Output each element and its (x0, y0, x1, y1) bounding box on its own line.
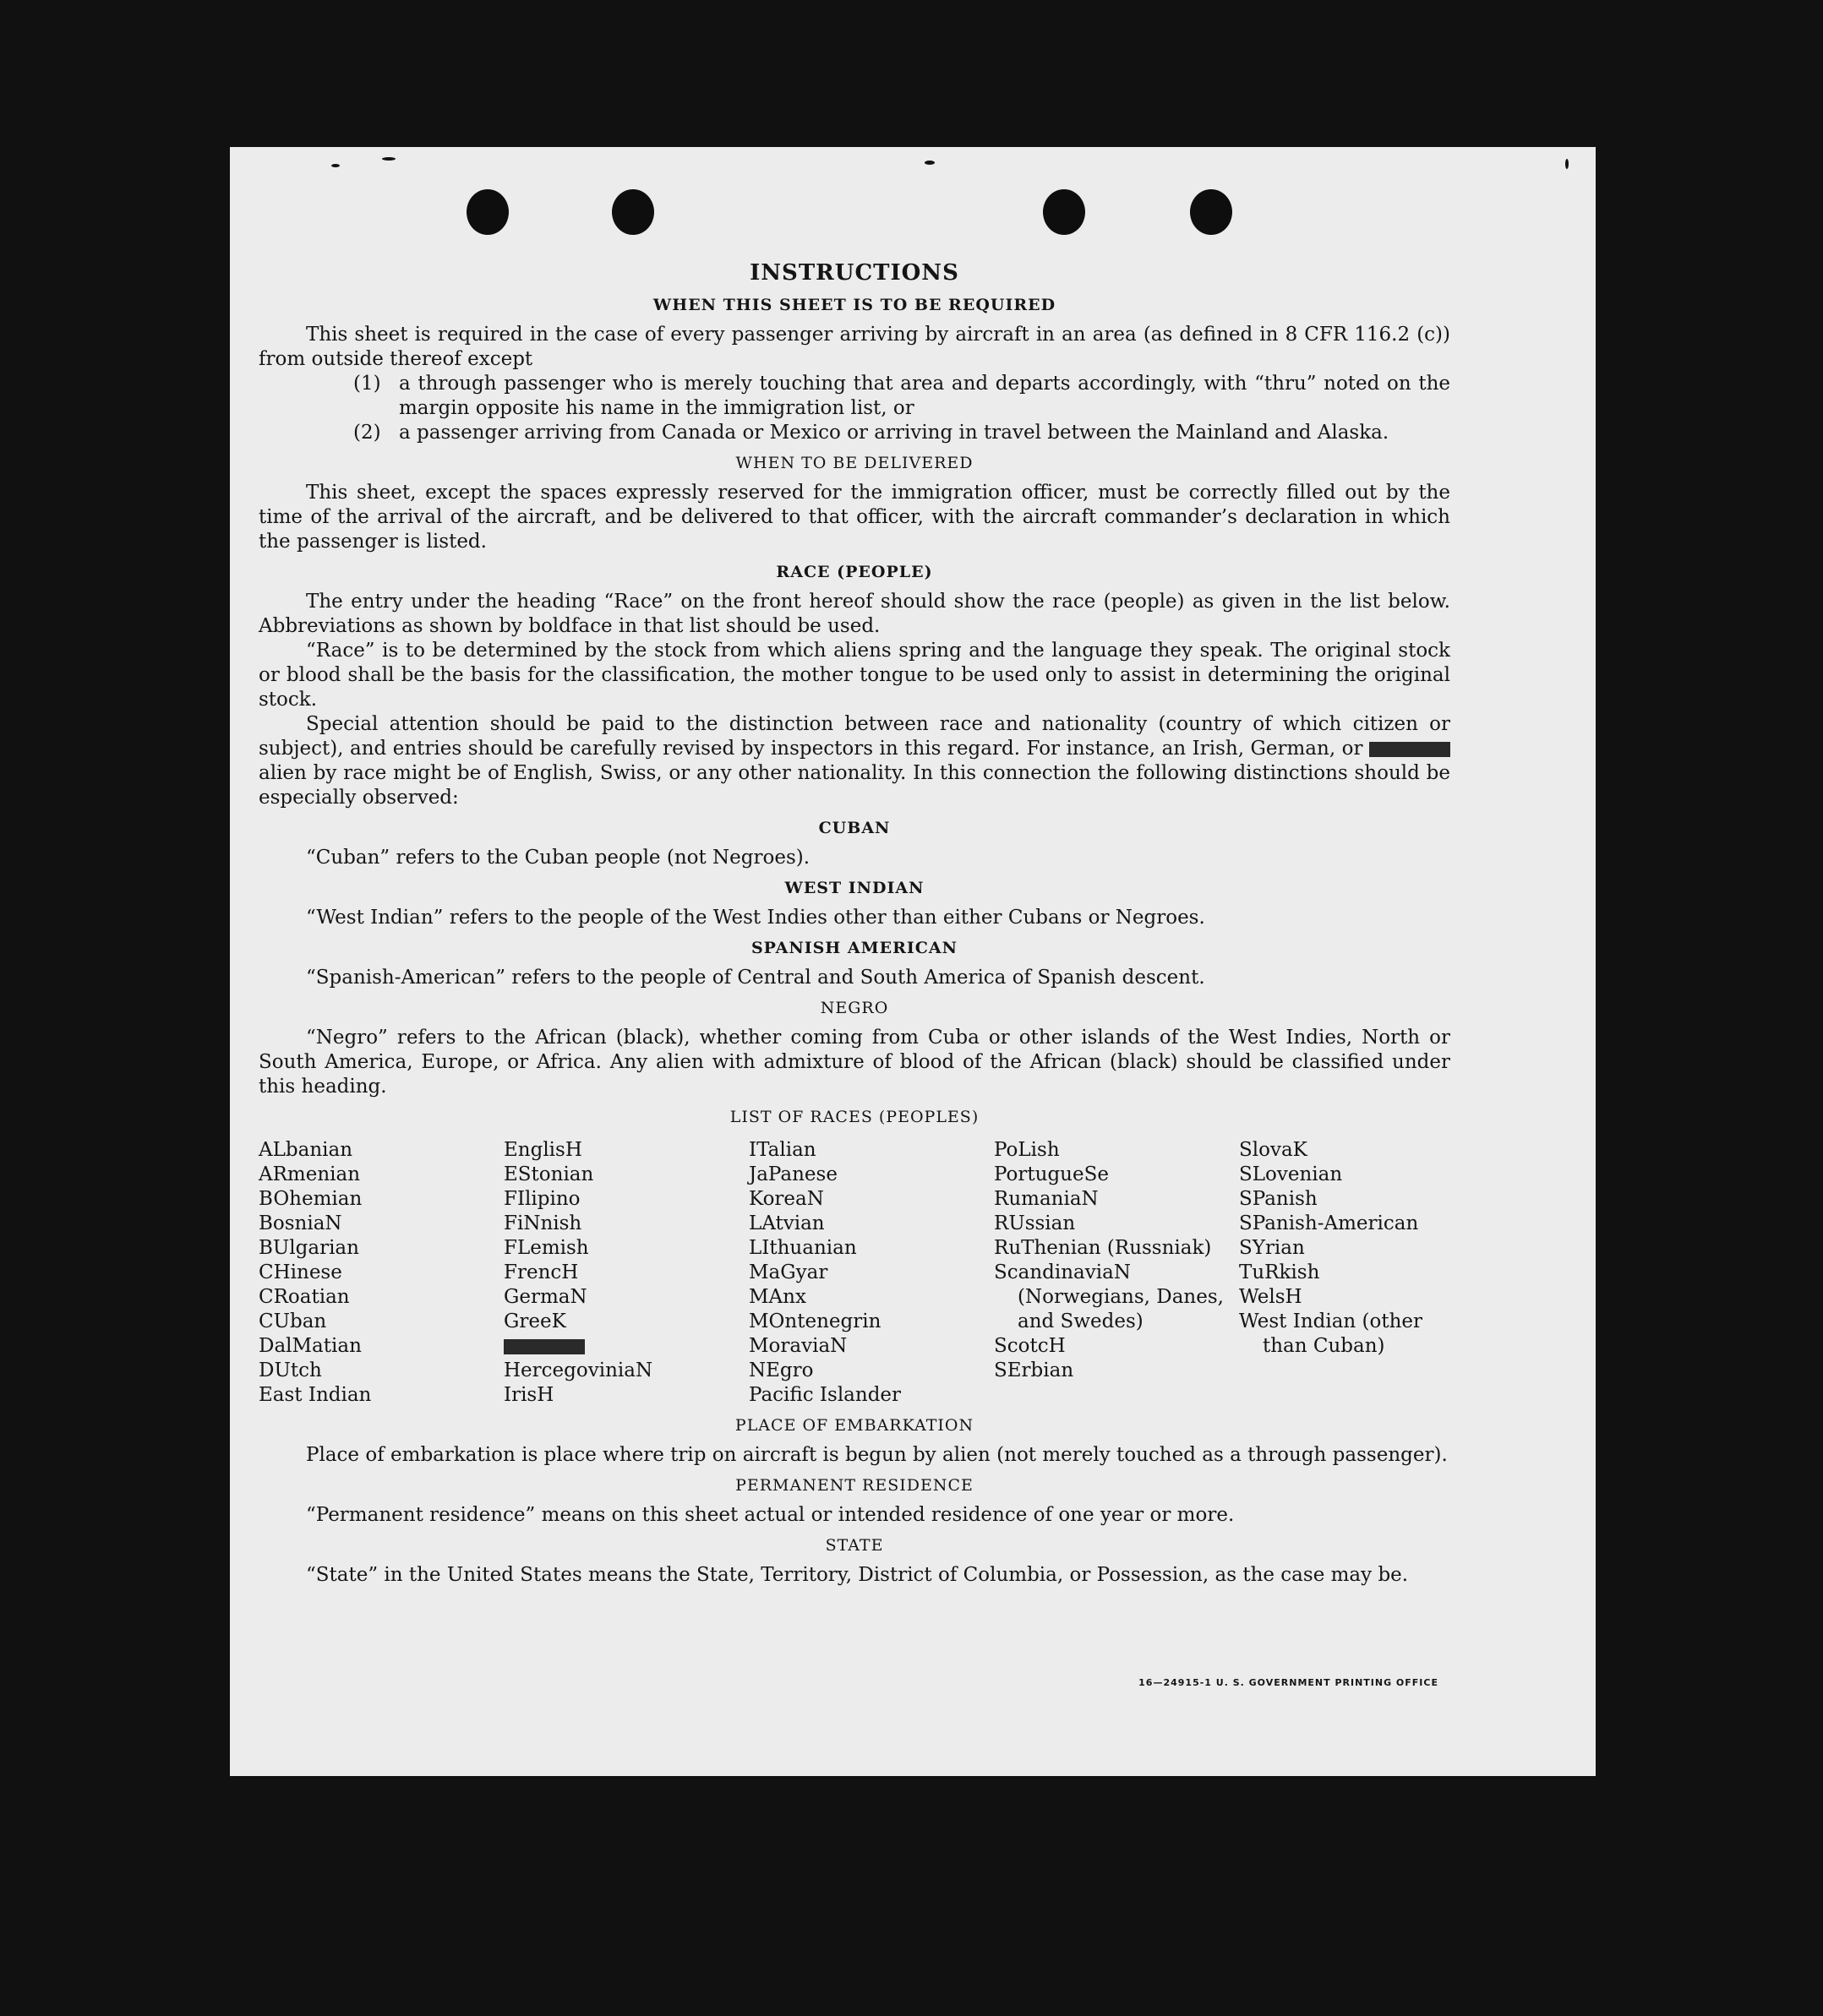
race-entry: DUtch (259, 1359, 322, 1381)
race-entry: GermaN (504, 1286, 587, 1308)
race-entry: JaPanese (749, 1163, 838, 1185)
item-number: (2) (353, 422, 381, 444)
race-entry: SErbian (994, 1359, 1074, 1381)
section-heading: RACE (PEOPLE) (776, 563, 933, 581)
section-heading: LIST OF RACES (PEOPLES) (729, 1108, 980, 1126)
section-heading: PERMANENT RESIDENCE (735, 1476, 974, 1495)
race-entry: PoLish (994, 1139, 1060, 1161)
race-column (1239, 1138, 1459, 1408)
paragraph: Place of embarkation is place where trip on aircraft is begun by alien (not merely touched as a through passenger). (306, 1444, 1448, 1466)
race-entry: ITalian (749, 1139, 816, 1161)
page-title: INSTRUCTIONS (750, 260, 959, 286)
punch-hole (612, 189, 654, 235)
item-text: a passenger arriving from Canada or Mexico or arriving in travel between the Mainland and Alaska. (399, 422, 1389, 444)
paragraph: “Cuban” refers to the Cuban people (not Negroes). (306, 847, 811, 869)
race-entry: CRoatian (259, 1286, 350, 1308)
paragraph: “West Indian” refers to the people of the West Indies other than either Cubans or Negroes. (306, 907, 1205, 929)
section-heading: WHEN THIS SHEET IS TO BE REQUIRED (652, 296, 1056, 314)
race-entry: SLovenian (1239, 1163, 1343, 1185)
race-entry: FrencH (504, 1261, 579, 1283)
paragraph-text: Special attention should be paid to the distinction between race and nationality (country of which citizen or subject), and entries should be carefully revised by inspectors in this regard. For instance, an Irish, German, or (259, 713, 1450, 760)
race-entry-redacted (504, 1334, 749, 1359)
race-entry: FLemish (504, 1237, 589, 1259)
section-heading: WHEN TO BE DELIVERED (735, 454, 974, 472)
race-column (259, 1138, 504, 1408)
section-heading: STATE (825, 1536, 884, 1555)
paragraph: This sheet is required in the case of every passenger arriving by aircraft in an area (as defined in 8 CFR 116.2 (c)) from outside thereof except (259, 324, 1450, 370)
race-entry: SYrian (1239, 1237, 1305, 1259)
race-entry: East Indian (259, 1384, 372, 1406)
paragraph (259, 712, 1450, 810)
race-entry: LAtvian (749, 1212, 825, 1234)
race-entry: NEgro (749, 1359, 814, 1381)
redaction-mark (1369, 742, 1450, 757)
race-entry: CHinese (259, 1261, 342, 1283)
race-entry: EnglisH (504, 1139, 582, 1161)
race-entry: BOhemian (259, 1188, 363, 1210)
race-entry: DalMatian (259, 1335, 362, 1357)
race-entry: FIlipino (504, 1188, 581, 1210)
race-entry: FiNnish (504, 1212, 582, 1234)
race-entry: ScandinaviaN (Norwegians, Danes, and Swedes) (994, 1261, 1224, 1332)
punch-hole (1190, 189, 1232, 235)
race-entry: MAnx (749, 1286, 806, 1308)
section-heading: CUBAN (818, 819, 891, 837)
race-entry: TuRkish (1239, 1261, 1320, 1283)
section-heading: SPANISH AMERICAN (750, 939, 958, 957)
section-heading: WEST INDIAN (784, 879, 925, 897)
redaction-mark (504, 1339, 585, 1354)
item-number: (1) (353, 373, 381, 395)
race-entry: RUssian (994, 1212, 1076, 1234)
speck (925, 161, 935, 165)
race-entry: SPanish-American (1239, 1212, 1419, 1234)
paragraph: “Race” is to be determined by the stock from which aliens spring and the language they speak. The original stock or blood shall be the basis for the classification, the mother tongue to be used only to assist in determining the original stock. (259, 640, 1450, 711)
punch-hole (467, 189, 509, 235)
race-entry: SlovaK (1239, 1139, 1307, 1161)
race-entry: West Indian (other than Cuban) (1239, 1310, 1423, 1357)
race-entry: HercegoviniaN (504, 1359, 653, 1381)
race-entry: WelsH (1239, 1286, 1302, 1308)
race-entry: EStonian (504, 1163, 594, 1185)
race-list (259, 1138, 1450, 1408)
paragraph: “State” in the United States means the State, Territory, District of Columbia, or Possession, as the case may be. (306, 1564, 1409, 1586)
race-entry: PortugueSe (994, 1163, 1109, 1185)
paragraph-text: alien by race might be of English, Swiss, or any other nationality. In this connection the following distinctions should be especially observed: (259, 762, 1450, 809)
speck (1565, 159, 1569, 169)
race-entry: LIthuanian (749, 1237, 857, 1259)
section-heading: NEGRO (820, 999, 889, 1017)
list-item (353, 421, 1450, 445)
race-entry: IrisH (504, 1384, 554, 1406)
race-entry: MOntenegrin (749, 1310, 881, 1332)
race-entry: GreeK (504, 1310, 566, 1332)
race-column (994, 1138, 1239, 1408)
race-entry: MaGyar (749, 1261, 828, 1283)
race-entry: SPanish (1239, 1188, 1318, 1210)
race-column (749, 1138, 994, 1408)
paragraph: “Spanish-American” refers to the people of Central and South America of Spanish descent. (306, 967, 1205, 989)
speck (331, 164, 340, 167)
punch-hole (1043, 189, 1085, 235)
race-entry: RumaniaN (994, 1188, 1099, 1210)
race-entry: ALbanian (259, 1139, 353, 1161)
printer-imprint: 16—24915-1 U. S. GOVERNMENT PRINTING OFFICE (1138, 1677, 1438, 1688)
speck (382, 157, 396, 161)
race-entry: MoraviaN (749, 1335, 848, 1357)
document-page (230, 147, 1596, 1776)
race-entry: Pacific Islander (749, 1384, 902, 1406)
race-entry: CUban (259, 1310, 327, 1332)
list-item (353, 372, 1450, 421)
race-entry: ScotcH (994, 1335, 1066, 1357)
paragraph: “Permanent residence” means on this sheet actual or intended residence of one year or more. (306, 1504, 1235, 1526)
paragraph: “Negro” refers to the African (black), whether coming from Cuba or other islands of the West Indies, North or South America, Europe, or Africa. Any alien with admixture of blood of the African (black) should be classified under this heading. (259, 1027, 1450, 1098)
item-text: a through passenger who is merely touching that area and departs accordingly, with “thru” noted on the margin opposite his name in the immigration list, or (399, 373, 1450, 419)
paragraph: This sheet, except the spaces expressly reserved for the immigration officer, must be correctly filled out by the time of the arrival of the aircraft, and be delivered to that officer, with the aircraft commander’s declaration in which the passenger is listed. (259, 482, 1450, 553)
race-entry: ARmenian (259, 1163, 361, 1185)
race-entry: BosniaN (259, 1212, 342, 1234)
race-column (504, 1138, 749, 1408)
race-entry: BUlgarian (259, 1237, 359, 1259)
paragraph: The entry under the heading “Race” on the front hereof should show the race (people) as given in the list below. Abbreviations as shown by boldface in that list should be used. (259, 591, 1450, 637)
race-entry: RuThenian (Russniak) (994, 1237, 1212, 1259)
section-heading: PLACE OF EMBARKATION (734, 1416, 974, 1435)
document-body (259, 260, 1450, 1588)
race-entry: KoreaN (749, 1188, 824, 1210)
